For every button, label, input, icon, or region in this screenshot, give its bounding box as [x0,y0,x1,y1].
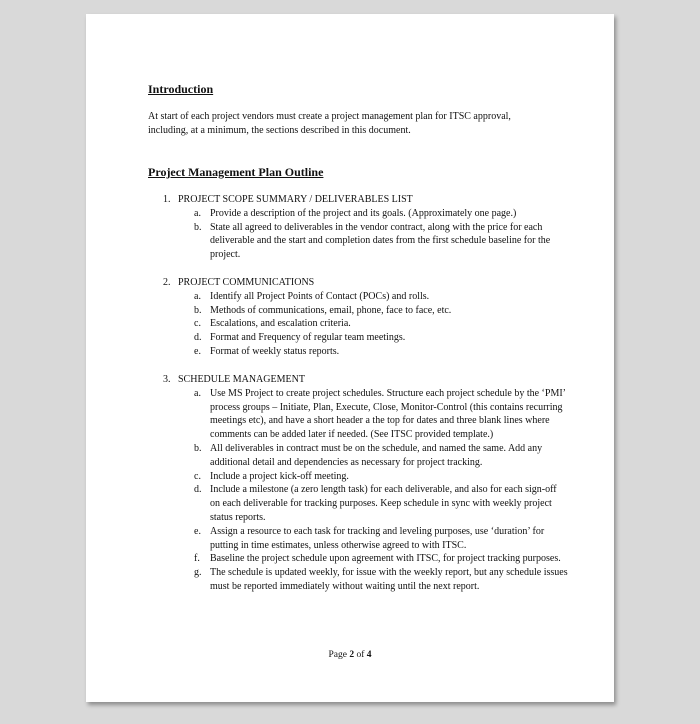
sub-list [148,290,568,359]
section-title [148,373,568,387]
item-letter: e. [194,345,201,357]
list-item [148,552,568,566]
list-item [148,290,568,304]
current-page-number: 2 [349,650,355,660]
item-letter: b. [194,304,202,316]
item-letter: b. [194,442,202,454]
list-item [148,442,568,470]
item-letter: c. [194,470,201,482]
section-number: 3. [163,374,171,385]
intro-heading: Introduction [148,82,214,96]
section-title [148,193,568,207]
page-label: Page [328,650,347,660]
list-item [148,221,568,262]
list-item [148,387,568,442]
item-text: Methods of communications, email, phone, face to face, etc. [210,304,452,316]
section-communications [148,276,568,359]
document-page [86,14,614,702]
item-letter: g. [194,567,202,579]
item-letter: a. [194,207,201,219]
item-letter: b. [194,221,202,233]
total-page-count: 4 [366,650,372,660]
item-letter: f. [194,553,200,565]
item-letter: e. [194,525,201,537]
page-footer [86,649,614,663]
item-text: Format and Frequency of regular team meetings. [210,332,406,344]
item-letter: a. [194,290,201,302]
item-text: Baseline the project schedule upon agreement with ITSC, for project tracking purposes. [210,553,561,565]
page-of-label: of [356,650,365,660]
item-text: State all agreed to deliverables in the vendor contract, along with the price for each deliverable and the start and completion dates from the first schedule baseline for the project. [210,221,551,261]
section-scope [148,193,568,262]
list-item [148,566,568,594]
item-text: Escalations, and escalation criteria. [210,318,351,330]
item-text: All deliverables in contract must be on the schedule, and named the same. Add any additional detail and dependencies as necessary for project tracking. [210,442,543,468]
list-item [148,304,568,318]
item-text: Include a milestone (a zero length task) for each deliverable, and also for each sign-off on each deliverable for tracking purposes. Keep schedule in sync with weekly project status reports. [210,484,557,523]
item-text: The schedule is updated weekly, for issue with the weekly report, but any schedule issues must be reported immediately without waiting until the next report. [210,567,568,592]
item-text: Include a project kick-off meeting. [210,470,349,482]
list-item [148,317,568,331]
outline-heading: Project Management Plan Outline [148,165,324,179]
intro-paragraph: At start of each project vendors must create a project management plan for ITSC approval, including, at a minimum, the sections described in this document. [148,111,511,136]
section-number: 1. [163,194,171,205]
section-title-text: PROJECT SCOPE SUMMARY / DELIVERABLES LIST [178,194,413,205]
list-item [148,207,568,221]
item-text: Identify all Project Points of Contact (POCs) and rolls. [210,290,430,302]
item-text: Assign a resource to each task for tracking and leveling purposes, use ‘duration’ for putting in time estimates, unless otherwise agreed to with ITSC. [210,525,545,551]
item-text: Provide a description of the project and its goals. (Approximately one page.) [210,207,517,219]
item-letter: a. [194,387,201,399]
list-item [148,483,568,524]
item-letter: c. [194,318,201,330]
list-item [148,331,568,345]
item-letter: d. [194,332,202,344]
section-number: 2. [163,277,171,288]
list-item [148,525,568,553]
sub-list [148,387,568,594]
item-text: Use MS Project to create project schedules. Structure each project schedule by the ‘PMI’ process groups – Initiate, Plan, Execute, Close, Monitor-Control (this contains recurring meetings etc), and have a short header a the top for dates and three blank lines where comments can be added later if needed. (See ITSC provided template.) [210,387,566,441]
list-item [148,470,568,484]
list-item [148,345,568,359]
sub-list [148,207,568,262]
section-title-text: SCHEDULE MANAGEMENT [178,374,305,385]
section-title-text: PROJECT COMMUNICATIONS [178,277,315,288]
item-letter: d. [194,484,202,496]
section-schedule [148,373,568,594]
section-title [148,276,568,290]
item-text: Format of weekly status reports. [210,345,340,357]
